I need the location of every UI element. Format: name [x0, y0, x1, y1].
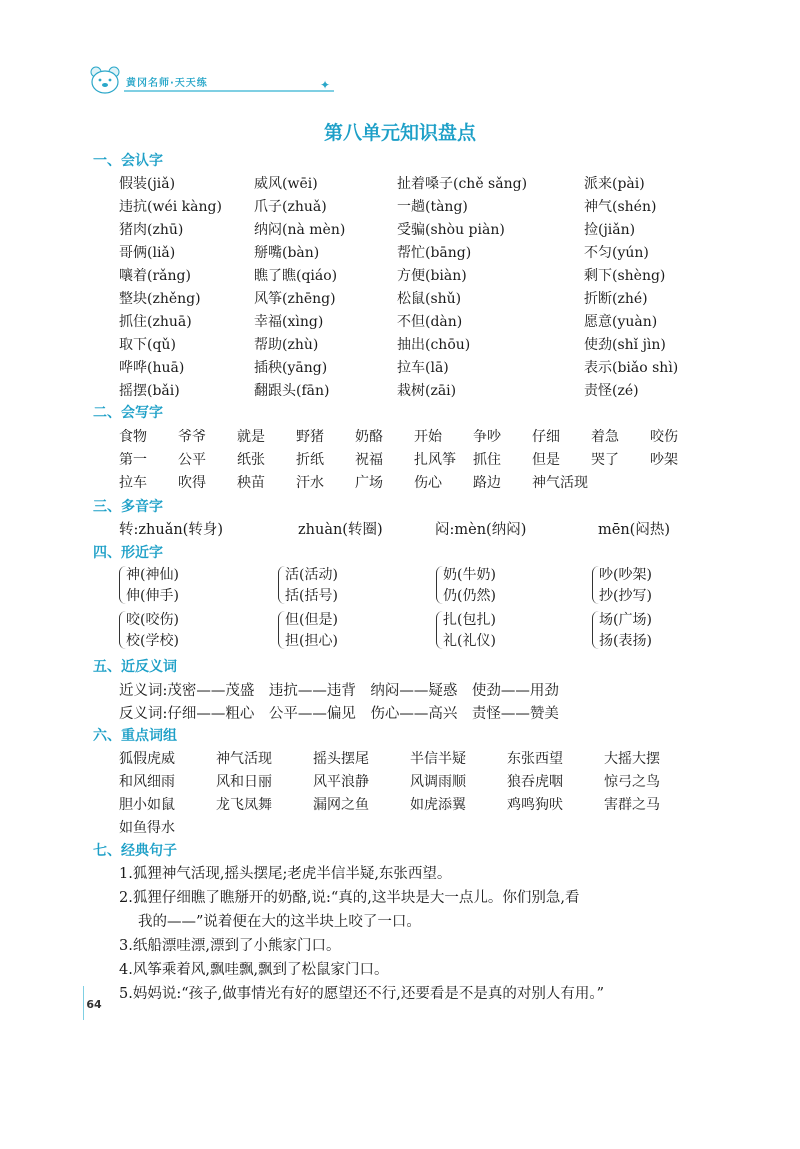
- phrase-item: 龙飞凤舞: [216, 797, 272, 813]
- section-heading-sentences: 七、经典句子: [93, 843, 177, 859]
- phrase-item: 东张西望: [507, 751, 563, 767]
- bear-icon: [88, 64, 122, 96]
- brace-mark: [119, 566, 126, 604]
- phrase-item: 漏网之鱼: [313, 797, 369, 813]
- brace-mark: [436, 611, 443, 649]
- recognize-item: 取下(qǔ): [119, 337, 176, 353]
- write-word: 扎风筝: [414, 452, 456, 468]
- recognize-item: 方便(biàn): [397, 268, 467, 284]
- phrase-item: 神气活现: [216, 751, 272, 767]
- section-heading-recognize: 一、会认字: [93, 153, 163, 169]
- recognize-item: 拉车(lā): [397, 360, 449, 376]
- recognize-item: 抓住(zhuā): [119, 314, 192, 330]
- phrase-item: 风调雨顺: [410, 774, 466, 790]
- recognize-item: 整块(zhěng): [119, 291, 201, 307]
- recognize-item: 哗哗(huā): [119, 360, 185, 376]
- recognize-item: 违抗(wéi kàng): [119, 199, 222, 215]
- sentence-5: 5.妈妈说:“孩子,做事情光有好的愿望还不行,还要看是不是真的对别人有用。”: [119, 986, 605, 1002]
- write-word: 纸张: [237, 452, 265, 468]
- brand-name: 黄冈名师·天天练: [126, 78, 208, 89]
- similar-item: 伸(伸手): [126, 588, 179, 604]
- write-word: 但是: [532, 452, 560, 468]
- recognize-item: 受骗(shòu piàn): [397, 222, 505, 238]
- recognize-item: 帮忙(bāng): [397, 245, 472, 261]
- similar-item: 咬(咬伤): [126, 612, 179, 628]
- polyphone-item: 闷:mèn(纳闷): [435, 522, 527, 538]
- phrase-item: 和风细雨: [119, 774, 175, 790]
- phrase-item: 惊弓之鸟: [604, 774, 660, 790]
- section-heading-similar: 四、形近字: [93, 545, 163, 561]
- phrase-item: 狼吞虎咽: [507, 774, 563, 790]
- sentence-4: 4.风筝乘着风,飘哇飘,飘到了松鼠家门口。: [119, 962, 389, 978]
- similar-item: 校(学校): [126, 633, 179, 649]
- polyphone-item: 转:zhuǎn(转身): [119, 522, 223, 538]
- write-word: 吵架: [650, 452, 678, 468]
- similar-item: 神(神仙): [126, 567, 179, 583]
- phrase-item: 风和日丽: [216, 774, 272, 790]
- recognize-item: 帮助(zhù): [254, 337, 319, 353]
- similar-item: 场(广场): [599, 612, 652, 628]
- sentence-3: 3.纸船漂哇漂,漂到了小熊家门口。: [119, 938, 341, 954]
- brace-mark: [278, 611, 285, 649]
- write-word: 咬伤: [650, 429, 678, 445]
- polyphone-item: zhuàn(转圈): [298, 522, 383, 538]
- recognize-item: 扯着嗓子(chě sǎng): [397, 176, 528, 192]
- write-word: 吹得: [178, 475, 206, 491]
- page-number: 64: [86, 998, 102, 1011]
- recognize-item: 不匀(yún): [584, 245, 649, 261]
- write-word: 公平: [178, 452, 206, 468]
- recognize-item: 神气(shén): [584, 199, 657, 215]
- recognize-item: 威风(wēi): [254, 176, 318, 192]
- write-word: 拉车: [119, 475, 147, 491]
- header-brand: [88, 64, 331, 100]
- polyphone-item: mēn(闷热): [598, 522, 670, 538]
- recognize-item: 使劲(shǐ jìn): [584, 337, 666, 353]
- brace-mark: [119, 611, 126, 649]
- similar-item: 括(括号): [285, 588, 338, 604]
- synonyms-line: 近义词:茂密——茂盛 违抗——违背 纳闷——疑惑 使劲——用劲: [119, 683, 559, 699]
- phrase-item: 半信半疑: [410, 751, 466, 767]
- recognize-item: 剩下(shèng): [584, 268, 666, 284]
- write-word: 爷爷: [178, 429, 206, 445]
- phrase-item: 摇头摆尾: [313, 751, 369, 767]
- similar-item: 抄(抄写): [599, 588, 652, 604]
- section-heading-phrases: 六、重点词组: [93, 728, 177, 744]
- section-heading-write: 二、会写字: [93, 405, 163, 421]
- sparkle-icon: ✦: [320, 78, 331, 92]
- recognize-item: 翻跟头(fān): [254, 383, 330, 399]
- write-word: 伤心: [414, 475, 442, 491]
- recognize-item: 表示(biǎo shì): [584, 360, 679, 376]
- similar-item: 担(担心): [285, 633, 338, 649]
- write-word: 神气活现: [532, 475, 588, 491]
- section-heading-synonyms: 五、近反义词: [93, 659, 177, 675]
- write-word: 祝福: [355, 452, 383, 468]
- recognize-item: 一趟(tàng): [397, 199, 468, 215]
- recognize-item: 栽树(zāi): [397, 383, 457, 399]
- antonyms-line: 反义词:仔细——粗心 公平——偏见 伤心——高兴 责怪——赞美: [119, 706, 559, 722]
- sentence-2-cont: 我的——”说着便在大的这半块上咬了一口。: [138, 914, 421, 930]
- brace-mark: [436, 566, 443, 604]
- recognize-item: 捡(jiǎn): [584, 222, 636, 238]
- phrase-item: 狐假虎威: [119, 751, 175, 767]
- write-word: 开始: [414, 429, 442, 445]
- brace-mark: [592, 611, 599, 649]
- phrase-item: 害群之马: [604, 797, 660, 813]
- similar-item: 扎(包扎): [443, 612, 496, 628]
- brace-mark: [592, 566, 599, 604]
- write-word: 野猪: [296, 429, 324, 445]
- recognize-item: 摇摆(bǎi): [119, 383, 180, 399]
- recognize-item: 瞧了瞧(qiáo): [254, 268, 338, 284]
- phrase-item: 如鱼得水: [119, 820, 175, 836]
- recognize-item: 派来(pài): [584, 176, 645, 192]
- recognize-item: 猪肉(zhū): [119, 222, 184, 238]
- similar-item: 吵(吵架): [599, 567, 652, 583]
- phrase-item: 大摇大摆: [604, 751, 660, 767]
- phrase-item: 如虎添翼: [410, 797, 466, 813]
- page-title: 第八单元知识盘点: [323, 122, 476, 144]
- similar-item: 但(但是): [285, 612, 338, 628]
- write-word: 哭了: [591, 452, 619, 468]
- recognize-item: 嚷着(rǎng): [119, 268, 191, 284]
- brace-mark: [278, 566, 285, 604]
- similar-item: 活(活动): [285, 567, 338, 583]
- recognize-item: 假装(jiǎ): [119, 176, 176, 192]
- similar-item: 奶(牛奶): [443, 567, 496, 583]
- similar-item: 礼(礼仪): [443, 633, 496, 649]
- write-word: 秧苗: [237, 475, 265, 491]
- recognize-item: 责怪(zé): [584, 383, 639, 399]
- phrase-item: 鸡鸣狗吠: [507, 797, 563, 813]
- recognize-item: 抽出(chōu): [397, 337, 471, 353]
- recognize-item: 愿意(yuàn): [584, 314, 658, 330]
- recognize-item: 折断(zhé): [584, 291, 648, 307]
- write-word: 争吵: [473, 429, 501, 445]
- brand-underline: [124, 90, 334, 92]
- write-word: 奶酪: [355, 429, 383, 445]
- recognize-item: 纳闷(nà mèn): [254, 222, 346, 238]
- phrase-item: 胆小如鼠: [119, 797, 175, 813]
- write-word: 第一: [119, 452, 147, 468]
- write-word: 就是: [237, 429, 265, 445]
- similar-item: 扬(表扬): [599, 633, 652, 649]
- recognize-item: 爪子(zhuǎ): [254, 199, 327, 215]
- write-word: 折纸: [296, 452, 324, 468]
- write-word: 着急: [591, 429, 619, 445]
- recognize-item: 不但(dàn): [397, 314, 463, 330]
- sentence-2: 2.狐狸仔细瞧了瞧掰开的奶酪,说:“真的,这半块是大一点儿。你们别急,看: [119, 890, 580, 906]
- write-word: 食物: [119, 429, 147, 445]
- write-word: 广场: [355, 475, 383, 491]
- phrase-item: 风平浪静: [313, 774, 369, 790]
- section-heading-polyphone: 三、多音字: [93, 499, 163, 515]
- recognize-item: 掰嘴(bàn): [254, 245, 320, 261]
- write-word: 路边: [473, 475, 501, 491]
- write-word: 汗水: [296, 475, 324, 491]
- recognize-item: 风筝(zhēng): [254, 291, 336, 307]
- sentence-1: 1.狐狸神气活现,摇头摆尾;老虎半信半疑,东张西望。: [119, 866, 452, 882]
- write-word: 仔细: [532, 429, 560, 445]
- recognize-item: 插秧(yāng): [254, 360, 328, 376]
- write-word: 抓住: [473, 452, 501, 468]
- recognize-item: 幸福(xìng): [254, 314, 324, 330]
- similar-item: 仍(仍然): [443, 588, 496, 604]
- recognize-item: 哥俩(liǎ): [119, 245, 176, 261]
- recognize-item: 松鼠(shǔ): [397, 291, 462, 307]
